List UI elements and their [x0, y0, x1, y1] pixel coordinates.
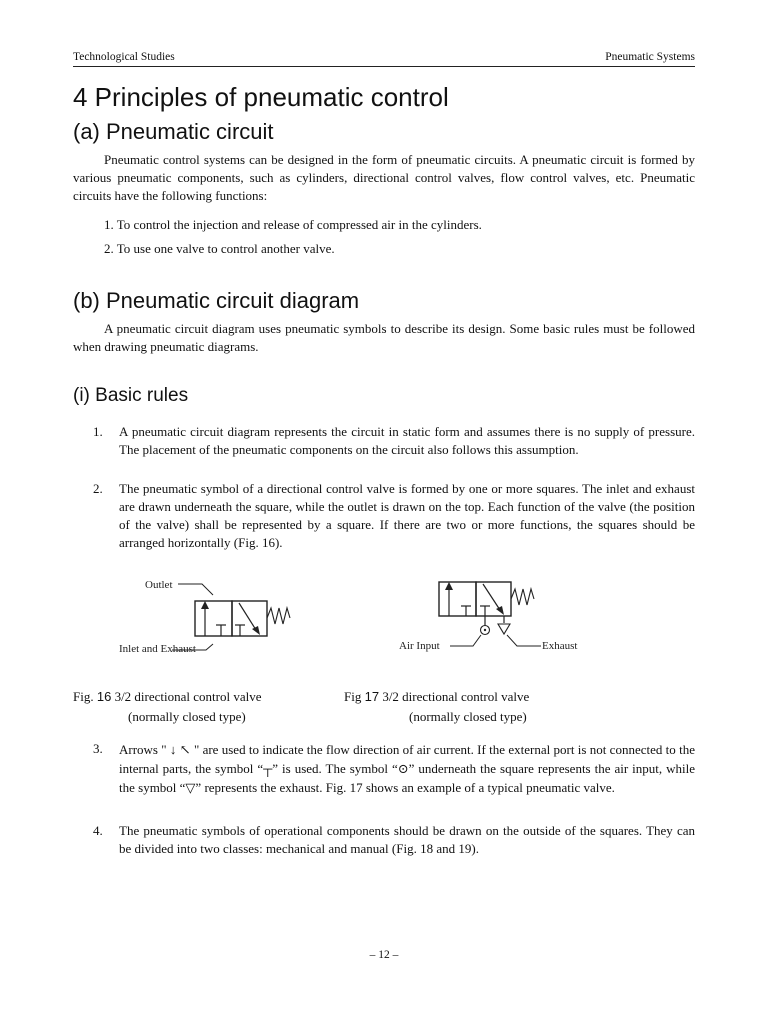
- diagonal-arrow-icon: [252, 626, 260, 635]
- rule-number: 2.: [93, 481, 103, 496]
- rule-number: 1.: [93, 424, 103, 439]
- fig17-label-exhaust: Exhaust: [542, 640, 578, 652]
- fig17-caption-prefix: Fig: [344, 689, 365, 704]
- section-b-title: (b) Pneumatic circuit diagram: [73, 288, 360, 313]
- section-b-intro: A pneumatic circuit diagram uses pneumatic symbols to describe its design. Some basic rules must be followed when drawing pneumatic diagrams.: [73, 321, 695, 354]
- diagonal-arrow-icon: [496, 606, 504, 615]
- fig16-label-outlet: Outlet: [145, 579, 173, 591]
- rule-text: Arrows " ↓ ↖ " are used to indicate the flow direction of air current. If the external port is not connected to the internal parts, the symbol “┬” is used. The symbol “⊙” underneath the square represents the air input, while the symbol “▽” represents the exhaust. Fig. 17 shows an example of a typical pneumatic valve.: [119, 742, 695, 795]
- exhaust-icon: [498, 624, 510, 634]
- fig17-caption-line2: (normally closed type): [409, 709, 527, 724]
- fig17-valve-square-left: [439, 582, 476, 616]
- running-header: [73, 51, 695, 63]
- rule-text: The pneumatic symbols of operational components should be drawn on the outside of the squares. They can be divided into two classes: mechanical and manual (Fig. 18 and 19).: [119, 823, 695, 856]
- fig17-air-input-leader: [450, 635, 481, 646]
- fig17-valve-diagram: [395, 572, 615, 662]
- fig16-valve-square-left: [195, 601, 232, 636]
- header-left: Technological Studies: [73, 51, 175, 63]
- air-input-dot-icon: [484, 629, 486, 631]
- up-arrow-icon: [201, 601, 209, 609]
- fig16-caption-line2: (normally closed type): [128, 709, 246, 724]
- header-rule: [73, 66, 695, 67]
- fig16-caption-number: 16: [96, 689, 112, 704]
- rule-number: 3.: [93, 741, 103, 756]
- rule-text: A pneumatic circuit diagram represents the circuit in static form and assumes there is no supply of pressure. The placement of the pneumatic components on the circuit also follows this assumption.: [119, 424, 695, 457]
- fig17-caption-line1: [344, 687, 604, 707]
- spring-icon: [267, 608, 290, 624]
- up-arrow-icon: [445, 582, 453, 590]
- fig16-caption-text: 3/2 directional control valve: [111, 689, 262, 704]
- fig17-label-air-input: Air Input: [399, 640, 440, 652]
- fig16-diagonal-flow-line: [239, 603, 256, 630]
- fig16-caption-prefix: Fig.: [73, 689, 97, 704]
- rule-text: The pneumatic symbol of a directional control valve is formed by one or more squares. The inlet and exhaust are drawn underneath the square, while the outlet is drawn on the top. Each function of the valve (the position of the valve) shall be represented by a square. If there are two or more functions, the squares should be arranged horizontally (Fig. 16).: [119, 481, 695, 550]
- fig17-caption-text: 3/2 directional control valve: [379, 689, 530, 704]
- header-right: Pneumatic Systems: [605, 51, 695, 63]
- fig16-label-inlet-exhaust: Inlet and Exhaust: [119, 643, 196, 655]
- page-number: – 12 –: [369, 949, 399, 961]
- fig17-caption-number: 17: [364, 689, 380, 704]
- spring-icon: [511, 589, 534, 605]
- subsection-i-title: (i) Basic rules: [73, 385, 189, 406]
- function-item-1: 1. To control the injection and release of compressed air in the cylinders.: [104, 217, 482, 232]
- fig16-caption-line1: [73, 687, 333, 707]
- section-a-intro: Pneumatic control systems can be designed in the form of pneumatic circuits. A pneumatic circuit is formed by various pneumatic components, such as cylinders, directional control valves, flow control valves, etc. Pneumatic circuits have the following functions:: [73, 152, 695, 203]
- rule-number: 4.: [93, 823, 103, 838]
- fig17-exhaust-leader: [507, 635, 541, 646]
- section-a-title: (a) Pneumatic circuit: [73, 119, 274, 144]
- function-item-2: 2. To use one valve to control another valve.: [104, 241, 335, 256]
- fig16-valve-square-right: [232, 601, 267, 636]
- chapter-title: 4 Principles of pneumatic control: [73, 82, 449, 112]
- fig16-valve-diagram: [110, 572, 310, 662]
- fig16-caption: [73, 687, 333, 727]
- fig17-caption: [344, 687, 604, 727]
- fig16-outlet-leader: [178, 584, 213, 595]
